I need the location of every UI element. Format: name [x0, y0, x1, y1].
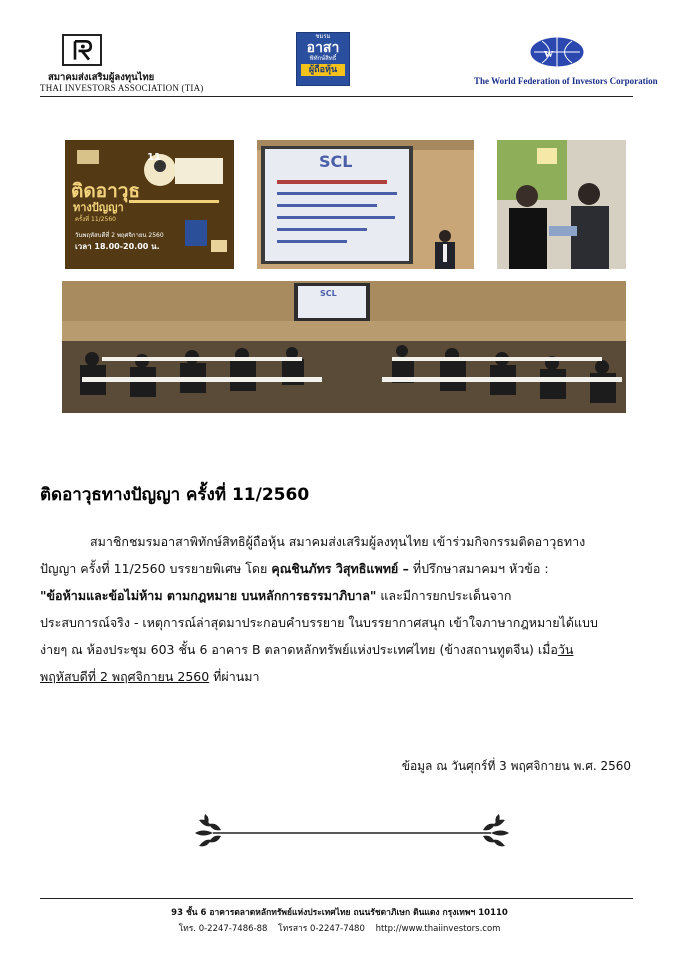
body-line-3: [40, 582, 650, 609]
poster-title: ติดอาวุธ: [71, 180, 141, 202]
body-line-4: ประสบการณ์จริง - เหตุการณ์ล่าสุดมาประกอบคำบรรยาย ในบรรยากาศสนุก เข้าใจภาษากฎหมายได้แบบ: [40, 615, 598, 630]
wfic-name: The World Federation of Investors Corporation: [474, 76, 658, 86]
award-handover-photo: [497, 140, 626, 269]
poster-subtitle: ครั้งที่ 11/2560: [75, 216, 116, 223]
article-body: [40, 528, 650, 690]
club-logo-line4: ผู้ถือหุ้น: [301, 64, 345, 76]
body-line-1: สมาชิกชมรมอาสาพิทักษ์สิทธิผู้ถือหุ้น สมาคมส่งเสริมผู้ลงทุนไทย เข้าร่วมกิจกรรมติดอาวุธทาง: [90, 534, 586, 549]
poster-date: วันพฤหัสบดีที่ 2 พฤศจิกายน 2560: [75, 232, 164, 239]
volunteer-club-logo: [296, 32, 350, 86]
footer-website-link[interactable]: http://www.thaiinvestors.com: [375, 924, 501, 934]
footer-address: 93 ชั้น 6 อาคารตลาดหลักทรัพย์แห่งประเทศไทย ถนนรัชดาภิเษก ดินแดง กรุงเทพฯ 10110: [171, 908, 508, 918]
screen-logo-text: SCL: [319, 152, 353, 171]
body-line-2: [40, 555, 650, 582]
event-date-part-2: พฤหัสบดีที่ 2 พฤศจิกายน 2560: [40, 669, 210, 684]
lecture-topic: "ข้อห้ามและข้อไม่ห้าม ตามกฎหมาย บนหลักการธรรมาภิบาล": [40, 588, 377, 603]
header-divider: [40, 96, 633, 97]
tia-name-thai: สมาคมส่งเสริมผู้ลงทุนไทย: [48, 72, 155, 83]
article-title: ติดอาวุธทางปัญญา ครั้งที่ 11/2560: [40, 485, 310, 505]
wfic-globe-icon: [528, 34, 586, 70]
body-line-3-text: และมีการยกประเด็นจาก: [376, 588, 512, 603]
footer-divider: [40, 898, 633, 899]
svg-text:w: w: [544, 45, 554, 60]
club-logo-line1: ชมรม: [315, 33, 331, 40]
body-line-2-topic-label: ที่ปรึกษาสมาคมฯ หัวข้อ :: [408, 561, 549, 576]
info-dateline: ข้อมูล ณ วันศุกร์ที่ 3 พฤศจิกายน พ.ศ. 2560: [401, 759, 631, 773]
speaker-name: คุณชินภัทร วิสุทธิแพทย์ –: [271, 561, 409, 576]
audience-room-photo: [62, 281, 626, 413]
body-line-6: [40, 663, 650, 690]
speaker-presentation-photo: [257, 140, 474, 269]
poster-number: 11: [147, 152, 161, 163]
body-line-5-text: ง่ายๆ ณ ห้องประชุม 603 ชั้น 6 อาคาร B ตลาดหลักทรัพย์แห่งประเทศไทย (ข้างสถานทูตจีน) เมื่อ: [40, 642, 558, 657]
footer-phone: โทร. 0-2247-7486-88: [178, 924, 268, 934]
tia-logo-icon: [62, 34, 102, 66]
event-poster-photo: [65, 140, 234, 269]
poster-time: เวลา 18.00-20.00 น.: [75, 242, 160, 251]
club-logo-line2: อาสา: [306, 40, 340, 56]
body-line-5: [40, 636, 650, 663]
event-date-part-1: วัน: [557, 642, 574, 657]
footer-contacts: [0, 921, 679, 935]
tia-name-english: THAI INVESTORS ASSOCIATION (TIA): [40, 83, 204, 93]
room-screen-logo-text: SCL: [320, 289, 337, 298]
poster-title-2: ทางปัญญา: [73, 201, 124, 214]
footer-fax: โทรสาร 0-2247-7480: [278, 924, 365, 934]
body-line-2-text: ปัญญา ครั้งที่ 11/2560 บรรยายพิเศษ โดย: [40, 561, 272, 576]
body-line-6-text: ที่ผ่านมา: [209, 669, 260, 684]
floral-divider-icon: [195, 812, 509, 850]
club-logo-line3: พิทักษ์สิทธิ์: [309, 55, 337, 62]
